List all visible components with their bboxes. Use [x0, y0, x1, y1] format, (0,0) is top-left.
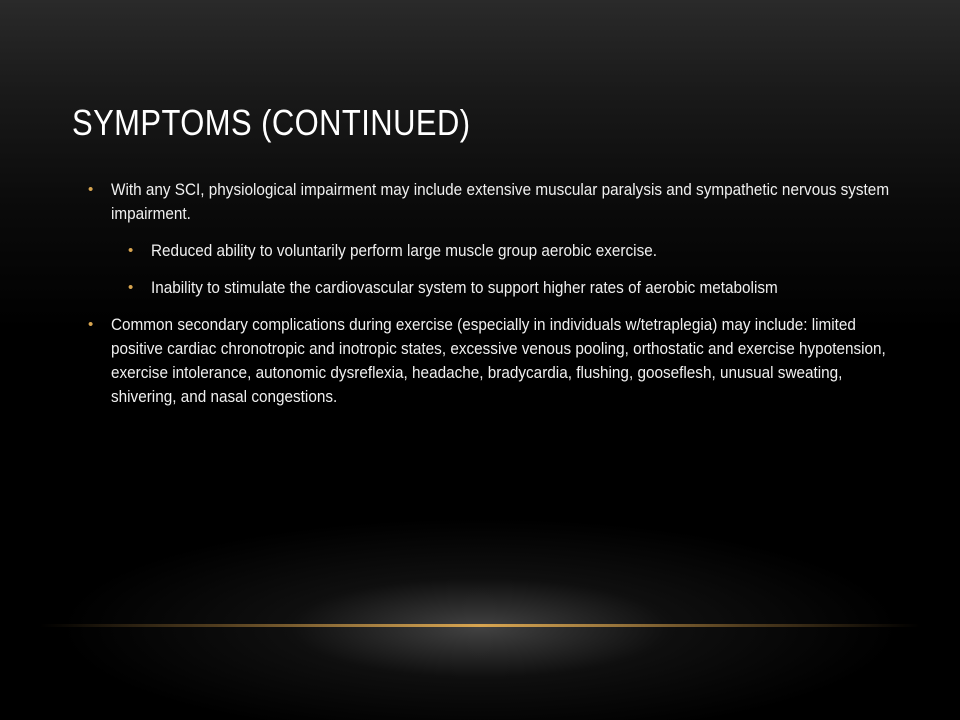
bullet-item-sci-impairment [88, 178, 898, 226]
bullet-text: • Common secondary complications during exercise (especially in individuals w/tetraplegia) may include: limited positive cardiac chronotropic and inotropic states, excessive venous pooling, orthostatic and exercise hypotension, exercise intolerance, autonomic dysreflexia, headache, bradycardia, flushing, gooseflesh, unusual sweating, shivering, and nasal congestions. [111, 315, 886, 406]
bullet-list [88, 178, 898, 422]
bullet-item-secondary-complications [88, 313, 898, 409]
bullet-text: • With any SCI, physiological impairment may include extensive muscular paralysis and sympathetic nervous system impairment. [111, 180, 890, 223]
bullet-text: • Inability to stimulate the cardiovascular system to support higher rates of aerobic metabolism [151, 278, 778, 297]
bullet-text: • Reduced ability to voluntarily perform large muscle group aerobic exercise. [151, 241, 657, 260]
sub-bullet-reduced-ability [128, 239, 898, 263]
slide-title: SYMPTOMS (CONTINUED) [72, 102, 471, 143]
decorative-glow-line [40, 624, 920, 627]
sub-bullet-inability-stimulate [128, 276, 898, 300]
